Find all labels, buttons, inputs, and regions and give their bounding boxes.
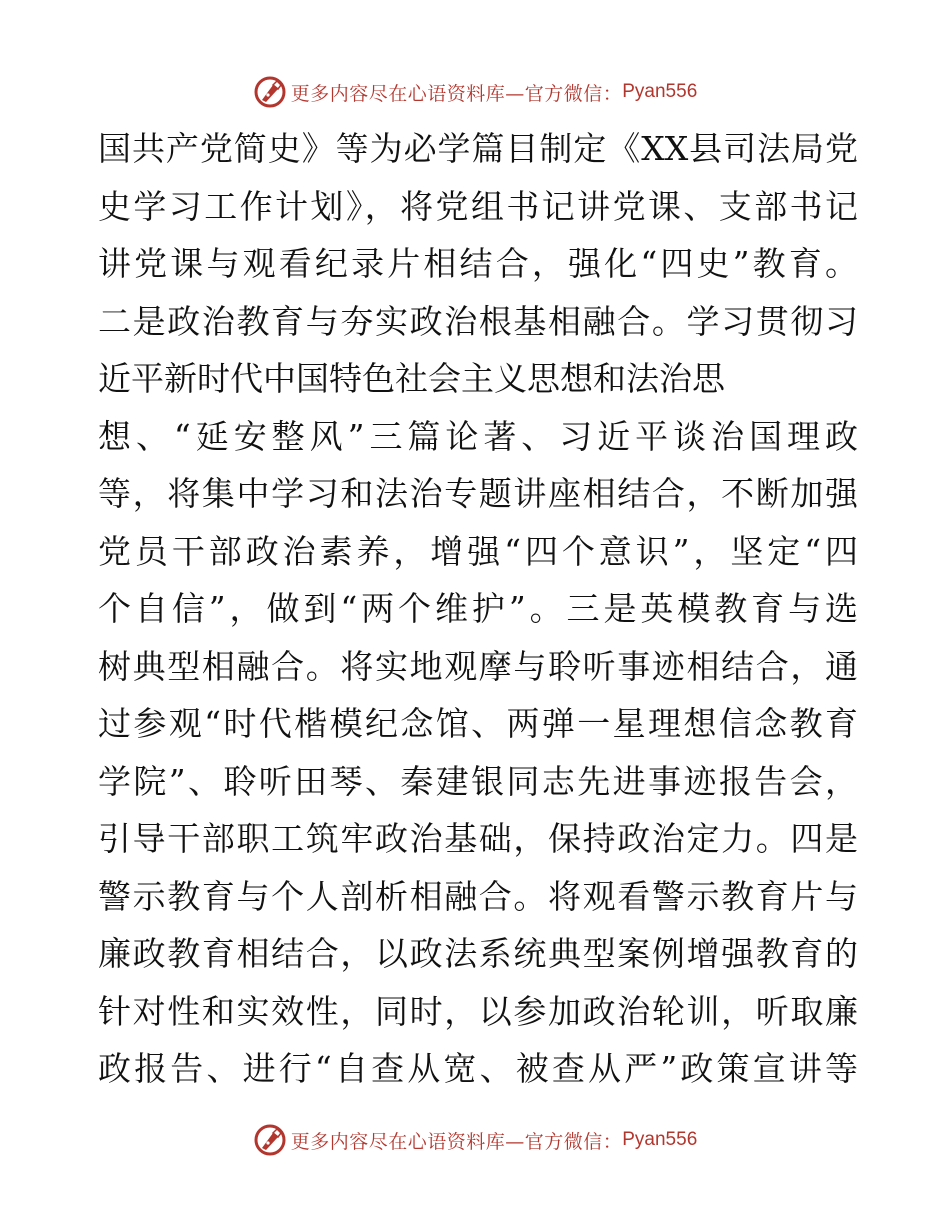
header-watermark	[0, 72, 950, 112]
body-line: 针对性和实效性，同时，以参加政治轮训，听取廉	[98, 991, 858, 1031]
pen-nib-circle-icon	[253, 75, 287, 109]
body-line: 引导干部职工筑牢政治基础，保持政治定力。四是	[98, 819, 858, 858]
body-line: 个自信”，做到“两个维护”。三是英模教育与选	[98, 589, 858, 628]
pen-nib-circle-icon	[253, 1123, 287, 1157]
body-line: 等，将集中学习和法治专题讲座相结合，不断加强	[98, 474, 858, 513]
body-line: 二是政治教育与夯实政治根基相融合。学习贯彻习	[98, 301, 858, 341]
body-line: 讲党课与观看纪录片相结合，强化“四史”教育。	[98, 244, 858, 283]
body-line: 想、“延安整风”三篇论著、习近平谈治国理政	[98, 416, 858, 456]
watermark-text: 更多内容尽在心语资料库—官方微信：	[290, 82, 623, 105]
body-line: 党员干部政治素养，增强“四个意识”，坚定“四	[98, 531, 858, 571]
body-line: 学院”、聆听田琴、秦建银同志先进事迹报告会，	[98, 761, 858, 801]
body-line: 过参观“时代楷模纪念馆、两弹一星理想信念教育	[98, 704, 858, 743]
watermark-wechat-id: Pyan556	[622, 81, 698, 102]
body-line: 警示教育与个人剖析相融合。将观看警示教育片与	[98, 876, 858, 916]
body-line: 政报告、进行“自查从宽、被查从严”政策宣讲等	[98, 1049, 858, 1088]
body-line: 国共产党简史》等为必学篇目制定《XX县司法局党	[98, 129, 858, 168]
footer-watermark	[0, 1120, 950, 1160]
document-body	[98, 120, 858, 1098]
body-line: 史学习工作计划》，将党组书记讲党课、支部书记	[98, 186, 858, 226]
body-line: 廉政教育相结合，以政法系统典型案例增强教育的	[98, 934, 858, 973]
body-line: 近平新时代中国特色社会主义思想和法治思	[98, 359, 725, 398]
body-line: 树典型相融合。将实地观摩与聆听事迹相结合，通	[98, 646, 858, 686]
watermark-wechat-id: Pyan556	[622, 1129, 698, 1150]
watermark-text: 更多内容尽在心语资料库—官方微信：	[290, 1130, 623, 1153]
